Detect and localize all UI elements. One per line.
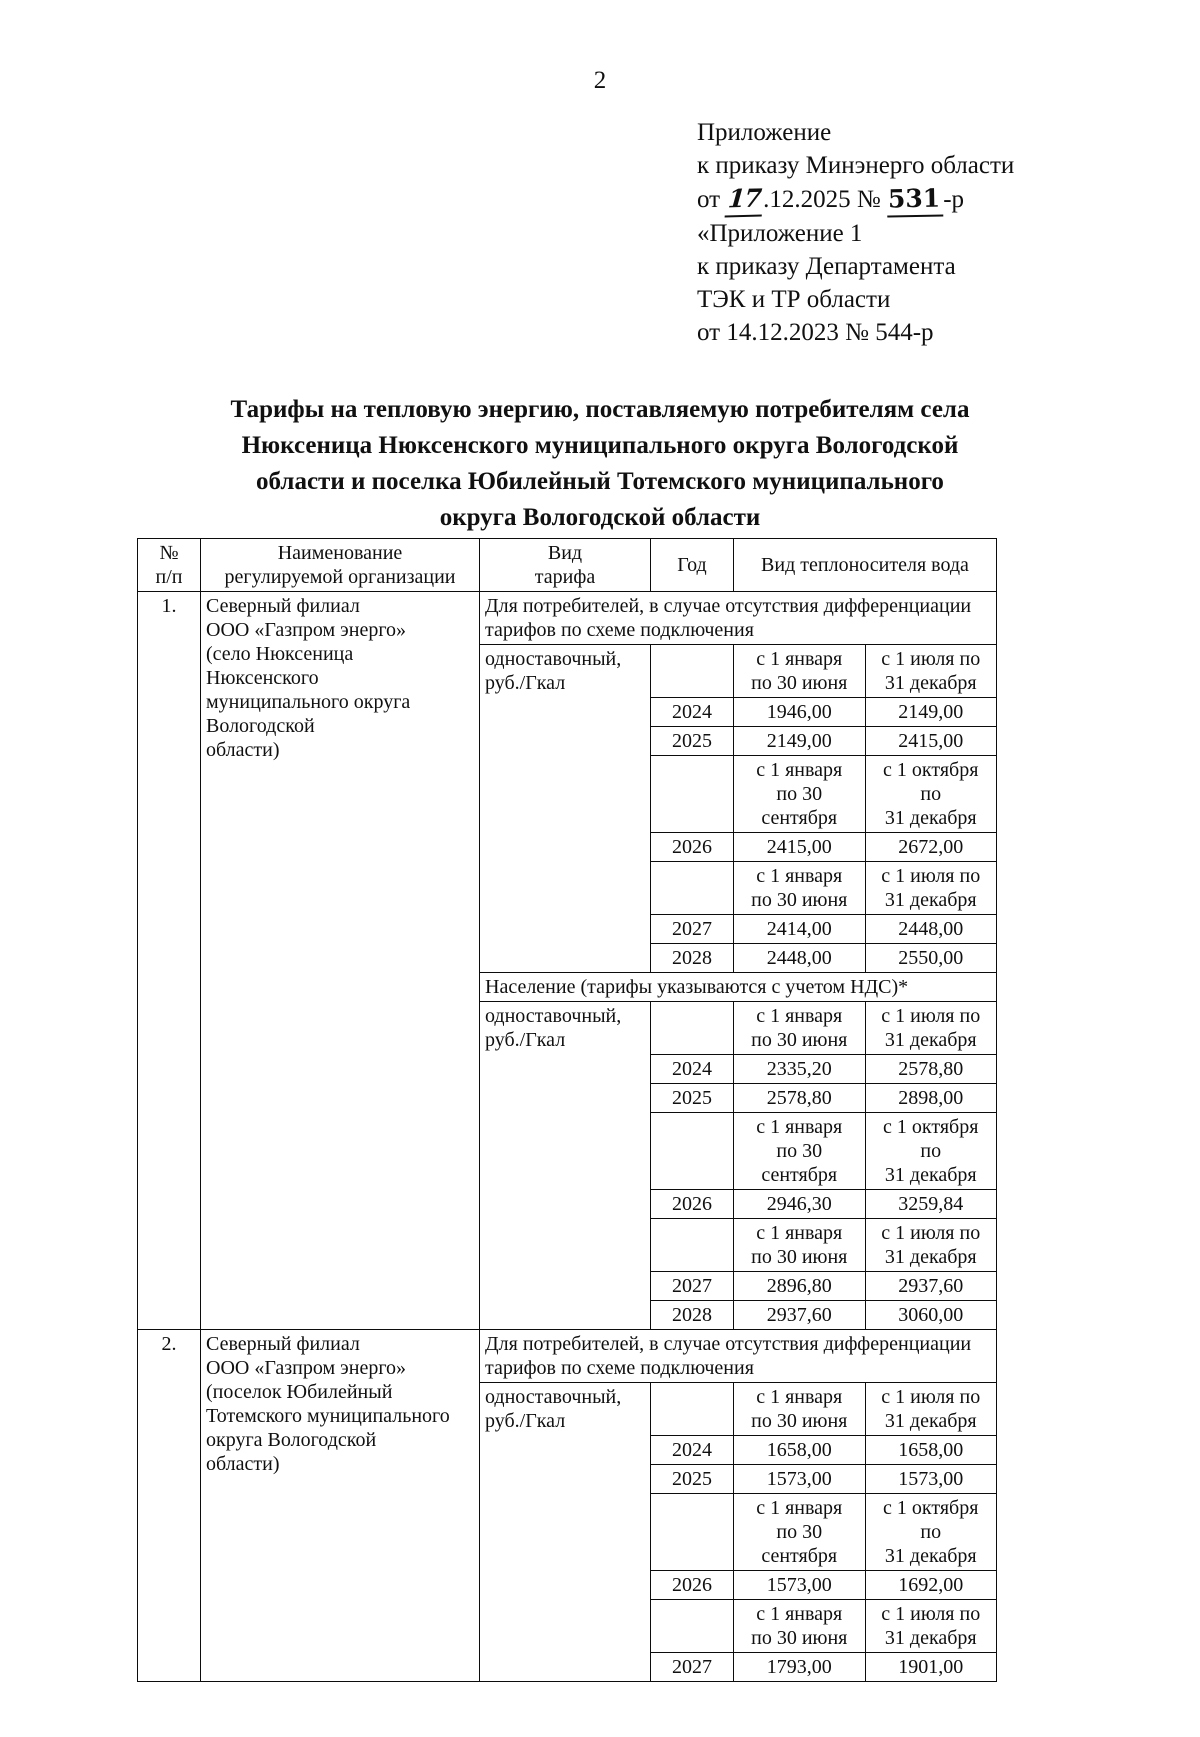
- table-header-row: [138, 539, 997, 592]
- period-line: по 30 сентября: [761, 783, 838, 829]
- year-value: 2027: [651, 1653, 734, 1682]
- header-number-l1: №: [159, 542, 179, 564]
- period-line: 31 декабря: [884, 1029, 977, 1051]
- year-blank: [651, 1219, 734, 1272]
- tariff-type-line: одноставочный,: [485, 1005, 622, 1027]
- tariff-value-second-half: 3259,84: [865, 1190, 997, 1219]
- period-line: по 30 сентября: [761, 1140, 838, 1186]
- tariff-value-first-half: 1573,00: [734, 1571, 866, 1600]
- period-line: 31 декабря: [884, 1164, 977, 1186]
- organization-name-line: области): [206, 739, 280, 761]
- year-value: 2027: [651, 1272, 734, 1301]
- title-line-1: Тарифы на тепловую энергию, поставляемую потребителям села: [230, 396, 970, 423]
- year-blank: [651, 1113, 734, 1190]
- group-note-line: тарифов по схеме подключения: [485, 1357, 754, 1379]
- tariff-value-second-half: 1573,00: [865, 1465, 997, 1494]
- period-first-half: [734, 756, 866, 833]
- period-first-half: [734, 645, 866, 698]
- organization-name: [201, 592, 480, 1330]
- organization-name-line: (село Нюксеница: [206, 643, 354, 665]
- period-second-half: [865, 862, 997, 915]
- period-line: с 1 января: [756, 648, 843, 670]
- period-line: по 30 июня: [751, 1627, 848, 1649]
- period-second-half: [865, 1494, 997, 1571]
- period-second-half: [865, 1002, 997, 1055]
- tariff-table: [137, 538, 997, 1682]
- period-line: с 1 октября по: [883, 1497, 979, 1543]
- header-number: [138, 539, 201, 592]
- appendix-line-1: Приложение: [697, 119, 832, 146]
- tariff-value-first-half: 2937,60: [734, 1301, 866, 1330]
- organization-name-line: Северный филиал: [206, 595, 360, 617]
- tariff-value-second-half: 3060,00: [865, 1301, 997, 1330]
- period-line: с 1 января: [756, 1497, 843, 1519]
- tariff-value-first-half: 2946,30: [734, 1190, 866, 1219]
- period-second-half: [865, 645, 997, 698]
- period-first-half: [734, 1494, 866, 1571]
- tariff-value-second-half: 1658,00: [865, 1436, 997, 1465]
- group-note-line: тарифов по схеме подключения: [485, 619, 754, 641]
- period-line: по 30 июня: [751, 1246, 848, 1268]
- year-value: 2028: [651, 1301, 734, 1330]
- tariff-value-first-half: 2578,80: [734, 1084, 866, 1113]
- tariff-value-second-half: 1901,00: [865, 1653, 997, 1682]
- period-line: с 1 июля по: [881, 1603, 981, 1625]
- header-heat-carrier: Вид теплоносителя вода: [734, 539, 997, 592]
- header-organization: [201, 539, 480, 592]
- tariff-type: [480, 645, 651, 973]
- organization-name-line: (поселок Юбилейный: [206, 1381, 393, 1403]
- tariff-value-first-half: 1573,00: [734, 1465, 866, 1494]
- organization-name-line: Тотемского муниципального: [206, 1405, 450, 1427]
- year-blank: [651, 862, 734, 915]
- period-line: 31 декабря: [884, 889, 977, 911]
- organization-name-line: Нюксенского: [206, 667, 319, 689]
- header-number-l2: п/п: [155, 566, 183, 588]
- title-line-3: области и поселка Юбилейный Тотемского муниципального: [256, 468, 944, 495]
- year-value: 2026: [651, 1571, 734, 1600]
- header-tariff-type: [480, 539, 651, 592]
- appendix-line-2: к приказу Минэнерго области: [697, 152, 1015, 179]
- table-body: [138, 592, 997, 1682]
- document-title: [150, 392, 1050, 536]
- tariff-type: [480, 1383, 651, 1682]
- group-note-line: Для потребителей, в случае отсутствия дифференциации: [485, 595, 972, 617]
- year-blank: [651, 756, 734, 833]
- period-line: 31 декабря: [884, 807, 977, 829]
- organization-name: [201, 1330, 480, 1682]
- year-value: 2024: [651, 1055, 734, 1084]
- tariff-value-first-half: 1793,00: [734, 1653, 866, 1682]
- tariff-type-line: руб./Гкал: [485, 1029, 566, 1051]
- period-line: с 1 января: [756, 1386, 843, 1408]
- tariff-type-line: одноставочный,: [485, 648, 622, 670]
- appendix-line-4: к приказу Департамента: [697, 253, 956, 280]
- header-tariff-type-l2: тарифа: [534, 566, 596, 588]
- tariff-value-first-half: 2335,20: [734, 1055, 866, 1084]
- tariff-type-line: руб./Гкал: [485, 1410, 566, 1432]
- year-blank: [651, 1494, 734, 1571]
- period-first-half: [734, 1113, 866, 1190]
- page-number: 2: [593, 67, 607, 94]
- tariff-value-first-half: 1946,00: [734, 698, 866, 727]
- tariff-value-second-half: 1692,00: [865, 1571, 997, 1600]
- year-value: 2025: [651, 727, 734, 756]
- tariff-value-first-half: 2448,00: [734, 944, 866, 973]
- period-line: по 30 сентября: [761, 1521, 838, 1567]
- period-first-half: [734, 1600, 866, 1653]
- order-suffix: -р: [943, 186, 965, 213]
- table-row: [138, 1330, 997, 1383]
- group-note: [480, 592, 997, 645]
- year-value: 2024: [651, 698, 734, 727]
- period-line: 31 декабря: [884, 1545, 977, 1567]
- row-number: 1.: [138, 592, 201, 1330]
- period-second-half: [865, 1113, 997, 1190]
- tariff-value-second-half: 2448,00: [865, 915, 997, 944]
- group-note: [480, 1330, 997, 1383]
- period-line: с 1 января: [756, 1222, 843, 1244]
- tariff-type-line: руб./Гкал: [485, 672, 566, 694]
- tariff-value-first-half: 2414,00: [734, 915, 866, 944]
- organization-name-line: округа Вологодской: [206, 1429, 377, 1451]
- period-line: по 30 июня: [751, 1029, 848, 1051]
- organization-name-line: области): [206, 1453, 280, 1475]
- table-row: [138, 592, 997, 645]
- organization-name-line: Вологодской: [206, 715, 315, 737]
- header-organization-l1: Наименование: [277, 542, 403, 564]
- tariff-value-second-half: 2550,00: [865, 944, 997, 973]
- period-second-half: [865, 1600, 997, 1653]
- year-value: 2026: [651, 833, 734, 862]
- organization-name-line: ООО «Газпром энерго»: [206, 619, 407, 641]
- tariff-type-line: одноставочный,: [485, 1386, 622, 1408]
- period-line: с 1 января: [756, 865, 843, 887]
- year-value: 2025: [651, 1465, 734, 1494]
- period-line: с 1 июля по: [881, 1386, 981, 1408]
- order-date-rest: .12.2025 №: [763, 186, 881, 213]
- group-note-line: Для потребителей, в случае отсутствия дифференциации: [485, 1333, 972, 1355]
- period-line: 31 декабря: [884, 1627, 977, 1649]
- year-blank: [651, 1383, 734, 1436]
- year-value: 2024: [651, 1436, 734, 1465]
- period-first-half: [734, 862, 866, 915]
- period-line: с 1 июля по: [881, 1222, 981, 1244]
- period-line: 31 декабря: [884, 1410, 977, 1432]
- group-note: [480, 973, 997, 1002]
- tariff-value-second-half: 2672,00: [865, 833, 997, 862]
- tariff-value-second-half: 2898,00: [865, 1084, 997, 1113]
- tariff-value-first-half: 2896,80: [734, 1272, 866, 1301]
- appendix-line-3: «Приложение 1: [697, 220, 863, 247]
- year-value: 2028: [651, 944, 734, 973]
- tariff-value-second-half: 2578,80: [865, 1055, 997, 1084]
- header-tariff-type-l1: Вид: [547, 542, 583, 564]
- period-line: с 1 июля по: [881, 648, 981, 670]
- period-line: 31 декабря: [884, 672, 977, 694]
- row-number: 2.: [138, 1330, 201, 1682]
- period-line: 31 декабря: [884, 1246, 977, 1268]
- tariff-value-second-half: 2149,00: [865, 698, 997, 727]
- period-line: с 1 октября по: [883, 1116, 979, 1162]
- order-prefix: от: [697, 186, 721, 213]
- tariff-value-second-half: 2415,00: [865, 727, 997, 756]
- year-value: 2025: [651, 1084, 734, 1113]
- organization-name-line: ООО «Газпром энерго»: [206, 1357, 407, 1379]
- organization-name-line: муниципального округа: [206, 691, 411, 713]
- tariff-value-first-half: 1658,00: [734, 1436, 866, 1465]
- title-line-2: Нюксеница Нюксенского муниципального округа Вологодской: [241, 432, 959, 459]
- period-second-half: [865, 1383, 997, 1436]
- period-second-half: [865, 756, 997, 833]
- period-line: по 30 июня: [751, 889, 848, 911]
- header-year: Год: [651, 539, 734, 592]
- period-line: с 1 января: [756, 1603, 843, 1625]
- appendix-line-5: ТЭК и ТР области: [697, 286, 891, 313]
- appendix-line-6: от 14.12.2023 № 544-р: [697, 319, 934, 346]
- period-line: с 1 января: [756, 759, 843, 781]
- period-line: по 30 июня: [751, 672, 848, 694]
- tariff-value-first-half: 2149,00: [734, 727, 866, 756]
- handwritten-day: 17: [725, 182, 765, 218]
- year-blank: [651, 1600, 734, 1653]
- appendix-order-line: [697, 182, 1127, 217]
- period-second-half: [865, 1219, 997, 1272]
- organization-name-line: Северный филиал: [206, 1333, 360, 1355]
- year-blank: [651, 645, 734, 698]
- handwritten-order-number: 531: [887, 182, 944, 218]
- period-line: с 1 июля по: [881, 1005, 981, 1027]
- period-line: по 30 июня: [751, 1410, 848, 1432]
- tariff-value-first-half: 2415,00: [734, 833, 866, 862]
- table-head: [138, 539, 997, 592]
- year-value: 2027: [651, 915, 734, 944]
- title-line-4: округа Вологодской области: [439, 504, 761, 531]
- period-line: с 1 января: [756, 1005, 843, 1027]
- tariff-value-second-half: 2937,60: [865, 1272, 997, 1301]
- year-blank: [651, 1002, 734, 1055]
- period-first-half: [734, 1002, 866, 1055]
- period-line: с 1 октября по: [883, 759, 979, 805]
- period-first-half: [734, 1383, 866, 1436]
- tariff-type: [480, 1002, 651, 1330]
- period-line: с 1 июля по: [881, 865, 981, 887]
- group-note-line: Население (тарифы указываются с учетом НДС)*: [485, 976, 909, 998]
- period-line: с 1 января: [756, 1116, 843, 1138]
- header-organization-l2: регулируемой организации: [224, 566, 456, 588]
- year-value: 2026: [651, 1190, 734, 1219]
- appendix-header-block: [697, 116, 1127, 349]
- period-first-half: [734, 1219, 866, 1272]
